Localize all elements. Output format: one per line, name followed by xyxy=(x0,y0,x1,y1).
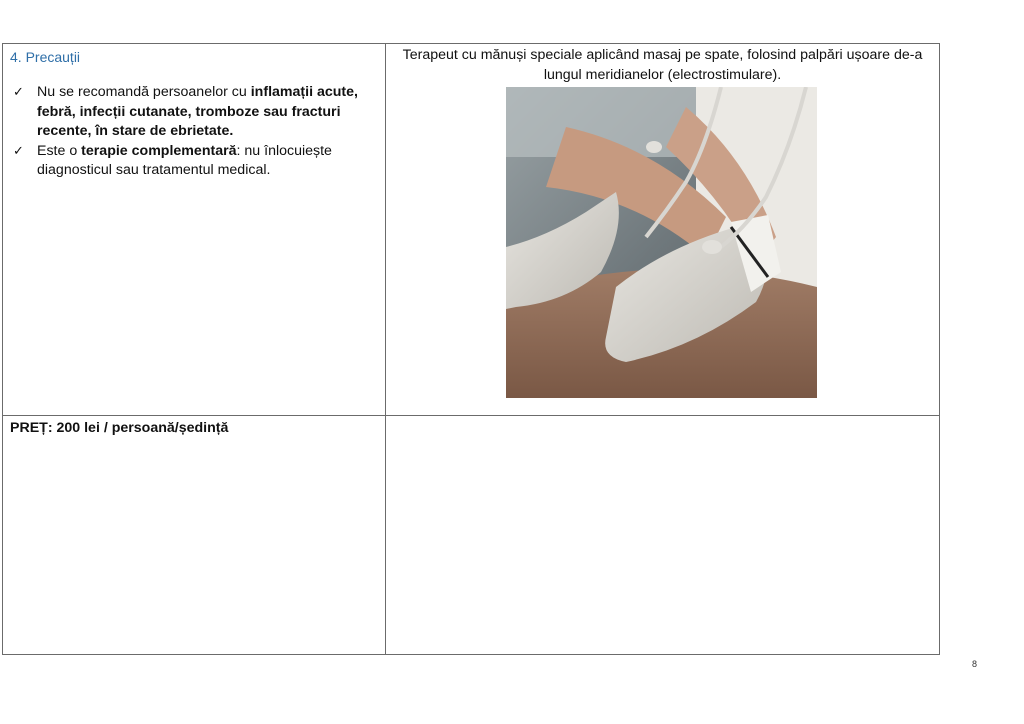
item-text-normal: Nu se recomandă persoanelor cu xyxy=(37,84,251,100)
empty-cell xyxy=(386,416,940,655)
item-text-bold: inflamații acute, febră, infecții cutanate, tromboze sau fracturi recente, în stare de ebrietate. xyxy=(37,84,358,139)
list-item xyxy=(13,142,365,181)
section-title: 4. Precauții xyxy=(10,49,81,65)
content-table xyxy=(2,43,940,655)
precautions-list xyxy=(3,83,385,181)
price-text: PREȚ: 200 lei / persoană/ședință xyxy=(10,420,229,436)
item-text-bold: terapie complementară xyxy=(81,142,237,159)
image-cell xyxy=(386,44,940,416)
massage-photo xyxy=(506,87,817,398)
precautions-cell xyxy=(3,44,386,416)
item-text-normal: : nu înlocuiește diagnosticul sau tratamentul medical. xyxy=(37,142,332,178)
item-text-normal: Este o xyxy=(37,142,82,159)
checkmark-icon: ✓ xyxy=(13,85,24,100)
checkmark-icon: ✓ xyxy=(13,143,24,159)
list-item xyxy=(13,83,365,142)
image-caption: Terapeut cu mănuși speciale aplicând masaj pe spate, folosind palpări ușoare de-a lungul meridianelor (electrostimulare). xyxy=(402,47,923,83)
price-cell xyxy=(3,416,386,655)
page-number: 8 xyxy=(972,659,978,669)
